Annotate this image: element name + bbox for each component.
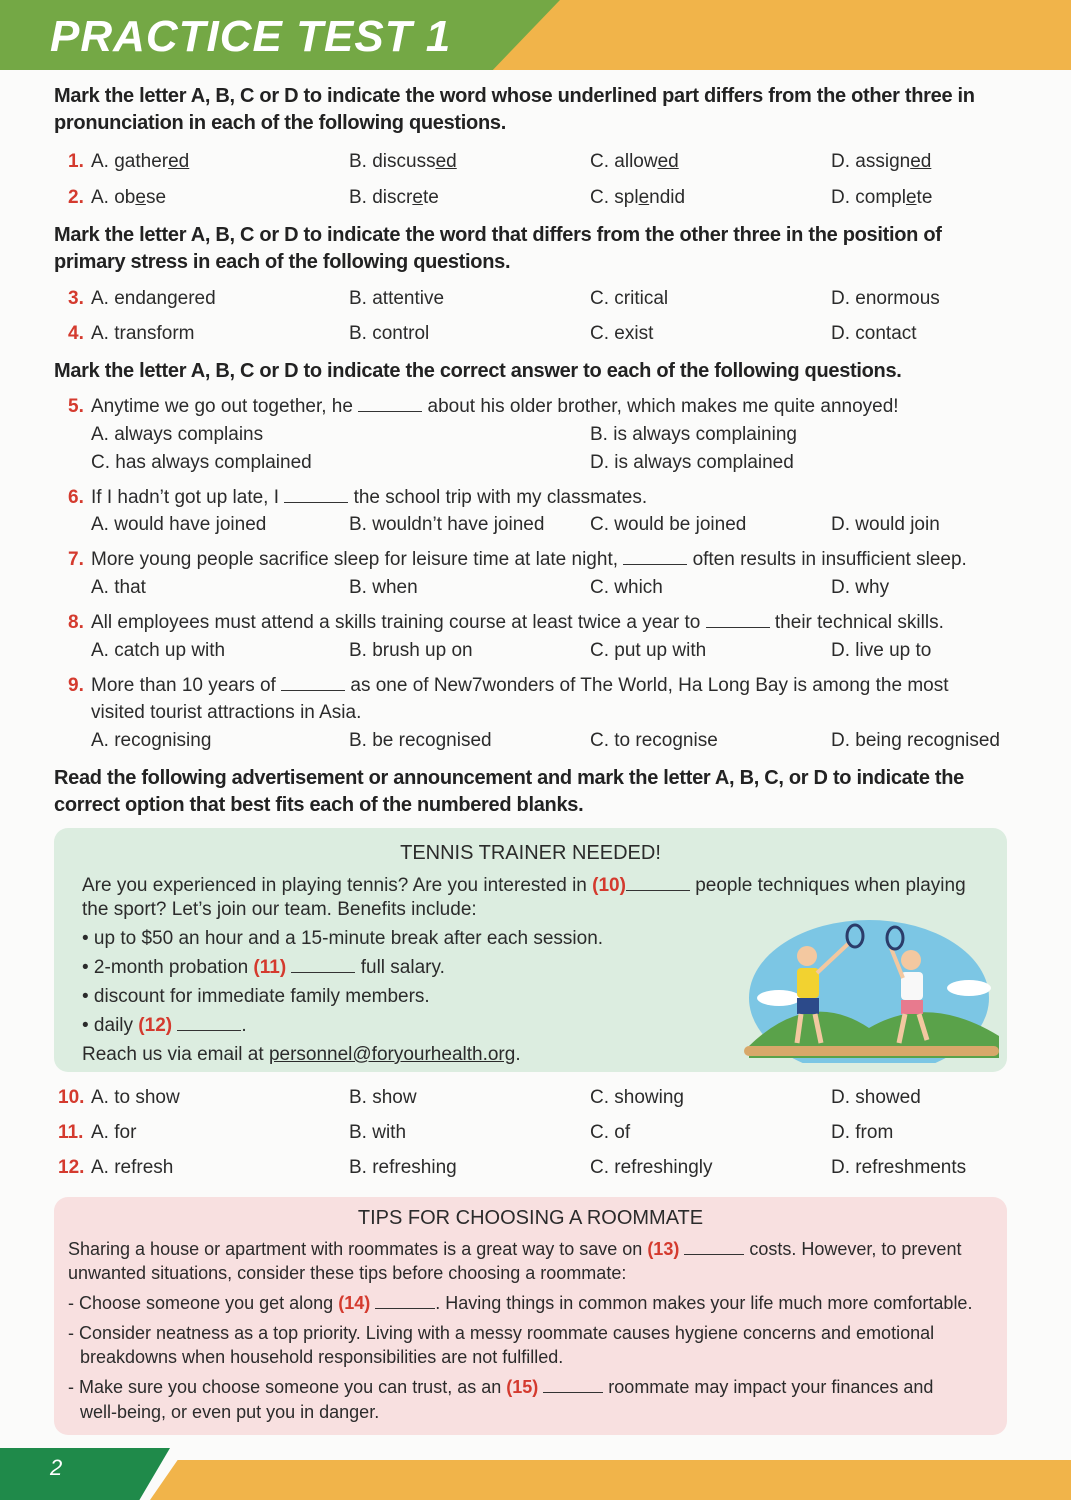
ad-bullet-3: • discount for immediate family members. bbox=[82, 986, 430, 1007]
question-5-options-row1 bbox=[0, 421, 1071, 449]
question-6-options bbox=[0, 511, 1071, 539]
question-5-options-row2 bbox=[0, 449, 1071, 477]
option-b: B. with bbox=[349, 1122, 407, 1143]
option-d: D. complete bbox=[831, 187, 933, 208]
question-5 bbox=[0, 393, 1071, 421]
option-d: D. why bbox=[831, 577, 890, 598]
page-title: PRACTICE TEST 1 bbox=[50, 12, 452, 61]
tips-intro-line-2: unwanted situations, consider these tips before choosing a roommate: bbox=[68, 1263, 627, 1283]
question-number: 11. bbox=[58, 1122, 84, 1143]
option-c: C. refreshingly bbox=[590, 1157, 713, 1178]
tips-title: TIPS FOR CHOOSING A ROOMMATE bbox=[357, 1207, 704, 1229]
advertisement-box bbox=[54, 828, 1007, 1072]
answer-blank bbox=[358, 397, 422, 412]
question-number: 5. bbox=[68, 396, 84, 417]
option-b: B. attentive bbox=[349, 288, 445, 309]
option-c: C. of bbox=[590, 1122, 631, 1143]
option-c: C. to recognise bbox=[590, 730, 718, 751]
ad-bullet-4: • daily (12) . bbox=[82, 1015, 247, 1036]
option-a: A. recognising bbox=[91, 730, 212, 751]
ad-title: TENNIS TRAINER NEEDED! bbox=[400, 842, 661, 864]
option-d: D. contact bbox=[831, 323, 917, 344]
option-d: D. would join bbox=[831, 514, 940, 535]
option-c: C. showing bbox=[590, 1087, 684, 1108]
ad-line-2: the sport? Let’s join our team. Benefits include: bbox=[82, 899, 477, 920]
instruction-grammar: Mark the letter A, B, C or D to indicate the correct answer to each of the following questions. bbox=[54, 360, 902, 382]
option-b: B. is always complaining bbox=[590, 424, 797, 445]
page-number: 2 bbox=[50, 1455, 63, 1480]
question-number: 3. bbox=[68, 288, 84, 309]
option-a: A. gathered bbox=[91, 151, 190, 172]
option-b: B. be recognised bbox=[349, 730, 492, 751]
option-c: C. critical bbox=[590, 288, 669, 309]
option-d: D. showed bbox=[831, 1087, 921, 1108]
option-c: C. allowed bbox=[590, 151, 679, 172]
option-a: A. refresh bbox=[91, 1157, 174, 1178]
option-a: A. transform bbox=[91, 323, 195, 344]
question-stem: Anytime we go out together, he about his older brother, which makes me quite annoyed! bbox=[91, 396, 899, 417]
tip-2-line-1: - Consider neatness as a top priority. Living with a messy roommate causes hygiene concerns and emotional bbox=[68, 1323, 935, 1343]
option-b: B. brush up on bbox=[349, 640, 473, 661]
tip-1: - Choose someone you get along (14) . Having things in common makes your life much more comfortable. bbox=[68, 1293, 973, 1313]
question-number: 12. bbox=[58, 1157, 85, 1178]
option-c: C. which bbox=[590, 577, 663, 598]
instruction-stress: Mark the letter A, B, C or D to indicate the word that differs from the other three in the position of primary stress in each of the following questions. bbox=[54, 224, 942, 273]
option-c: C. splendid bbox=[590, 187, 686, 208]
question-number: 6. bbox=[68, 487, 84, 508]
option-c: C. exist bbox=[590, 323, 654, 344]
option-a: A. that bbox=[91, 577, 146, 598]
question-number: 2. bbox=[68, 187, 84, 208]
question-7-options bbox=[0, 574, 1071, 602]
answer-blank bbox=[623, 550, 687, 565]
option-b: B. discrete bbox=[349, 187, 439, 208]
question-1 bbox=[0, 148, 1071, 176]
question-8-options bbox=[0, 637, 1071, 665]
option-a: A. always complains bbox=[91, 424, 264, 445]
question-9 bbox=[0, 672, 1071, 700]
question-stem: All employees must attend a skills training course at least twice a year to their technical skills. bbox=[91, 612, 944, 633]
question-8 bbox=[0, 609, 1071, 637]
option-a: A. obese bbox=[91, 187, 167, 208]
option-c: C. put up with bbox=[590, 640, 707, 661]
option-a: A. for bbox=[91, 1122, 137, 1143]
option-b: B. control bbox=[349, 323, 430, 344]
option-b: B. show bbox=[349, 1087, 417, 1108]
question-7 bbox=[0, 546, 1071, 574]
question-number: 9. bbox=[68, 675, 84, 696]
question-9-stem-cont bbox=[0, 699, 1071, 727]
tennis-players-illustration bbox=[739, 918, 1009, 1063]
roommate-tips-box bbox=[54, 1197, 1007, 1435]
option-d: D. assigned bbox=[831, 151, 932, 172]
ad-bullet-1: • up to $50 an hour and a 15-minute break after each session. bbox=[82, 928, 604, 949]
footer-orange-band bbox=[150, 1460, 1071, 1500]
question-stem: If I hadn’t got up late, I the school trip with my classmates. bbox=[91, 487, 648, 508]
instruction-pronunciation: Mark the letter A, B, C or D to indicate the word whose underlined part differs from the other three in pronunciation in each of the following questions. bbox=[54, 85, 975, 134]
option-a: A. endangered bbox=[91, 288, 216, 309]
question-stem: More young people sacrifice sleep for leisure time at late night, often results in insufficient sleep. bbox=[91, 549, 967, 570]
question-6 bbox=[0, 484, 1071, 512]
question-4 bbox=[0, 320, 1071, 348]
option-d: D. live up to bbox=[831, 640, 932, 661]
ad-bullet-2: • 2-month probation (11) full salary. bbox=[82, 957, 445, 978]
question-number: 1. bbox=[68, 151, 84, 172]
option-d: D. from bbox=[831, 1122, 894, 1143]
question-stem: More than 10 years of as one of New7wonders of The World, Ha Long Bay is among the most bbox=[91, 675, 949, 696]
answer-blank bbox=[281, 676, 345, 691]
tip-2-line-2: breakdowns when household responsibilities are not fulfilled. bbox=[80, 1347, 564, 1367]
option-d: D. enormous bbox=[831, 288, 940, 309]
option-b: B. wouldn’t have joined bbox=[349, 514, 545, 535]
answer-blank bbox=[706, 613, 770, 628]
footer-green-band bbox=[0, 1448, 170, 1500]
question-number: 10. bbox=[58, 1087, 85, 1108]
question-12 bbox=[0, 1154, 1071, 1182]
option-c: C. has always complained bbox=[91, 452, 312, 473]
option-c: C. would be joined bbox=[590, 514, 747, 535]
question-2 bbox=[0, 184, 1071, 212]
ad-line-1: Are you experienced in playing tennis? Are you interested in (10) people techniques when playing bbox=[82, 875, 966, 896]
question-stem-line2: visited tourist attractions in Asia. bbox=[91, 702, 362, 723]
tip-3-line-1: - Make sure you choose someone you can trust, as an (15) roommate may impact your finances and bbox=[68, 1377, 934, 1397]
question-number: 7. bbox=[68, 549, 84, 570]
instruction-reading: Read the following advertisement or announcement and mark the letter A, B, C, or D to indicate the correct option that best fits each of the numbered blanks. bbox=[54, 767, 965, 816]
option-b: B. discussed bbox=[349, 151, 457, 172]
question-9-options bbox=[0, 727, 1071, 755]
header-orange-band bbox=[490, 0, 1071, 70]
question-10 bbox=[0, 1084, 1071, 1112]
option-d: D. being recognised bbox=[831, 730, 1000, 751]
option-d: D. refreshments bbox=[831, 1157, 967, 1178]
option-d: D. is always complained bbox=[590, 452, 794, 473]
question-number: 4. bbox=[68, 323, 84, 344]
tips-intro-line-1: Sharing a house or apartment with roommates is a great way to save on (13) costs. However, to prevent bbox=[68, 1239, 962, 1259]
question-number: 8. bbox=[68, 612, 84, 633]
question-3 bbox=[0, 285, 1071, 313]
ad-contact: Reach us via email at personnel@foryourhealth.org. bbox=[82, 1044, 521, 1065]
tip-3-line-2: well-being, or even put you in danger. bbox=[80, 1402, 380, 1422]
option-b: B. when bbox=[349, 577, 418, 598]
answer-blank bbox=[284, 488, 348, 503]
option-a: A. to show bbox=[91, 1087, 180, 1108]
email-link[interactable]: personnel@foryourhealth.org bbox=[268, 1044, 516, 1065]
question-11 bbox=[0, 1119, 1071, 1147]
option-a: A. would have joined bbox=[91, 514, 267, 535]
option-b: B. refreshing bbox=[349, 1157, 457, 1178]
option-a: A. catch up with bbox=[91, 640, 226, 661]
